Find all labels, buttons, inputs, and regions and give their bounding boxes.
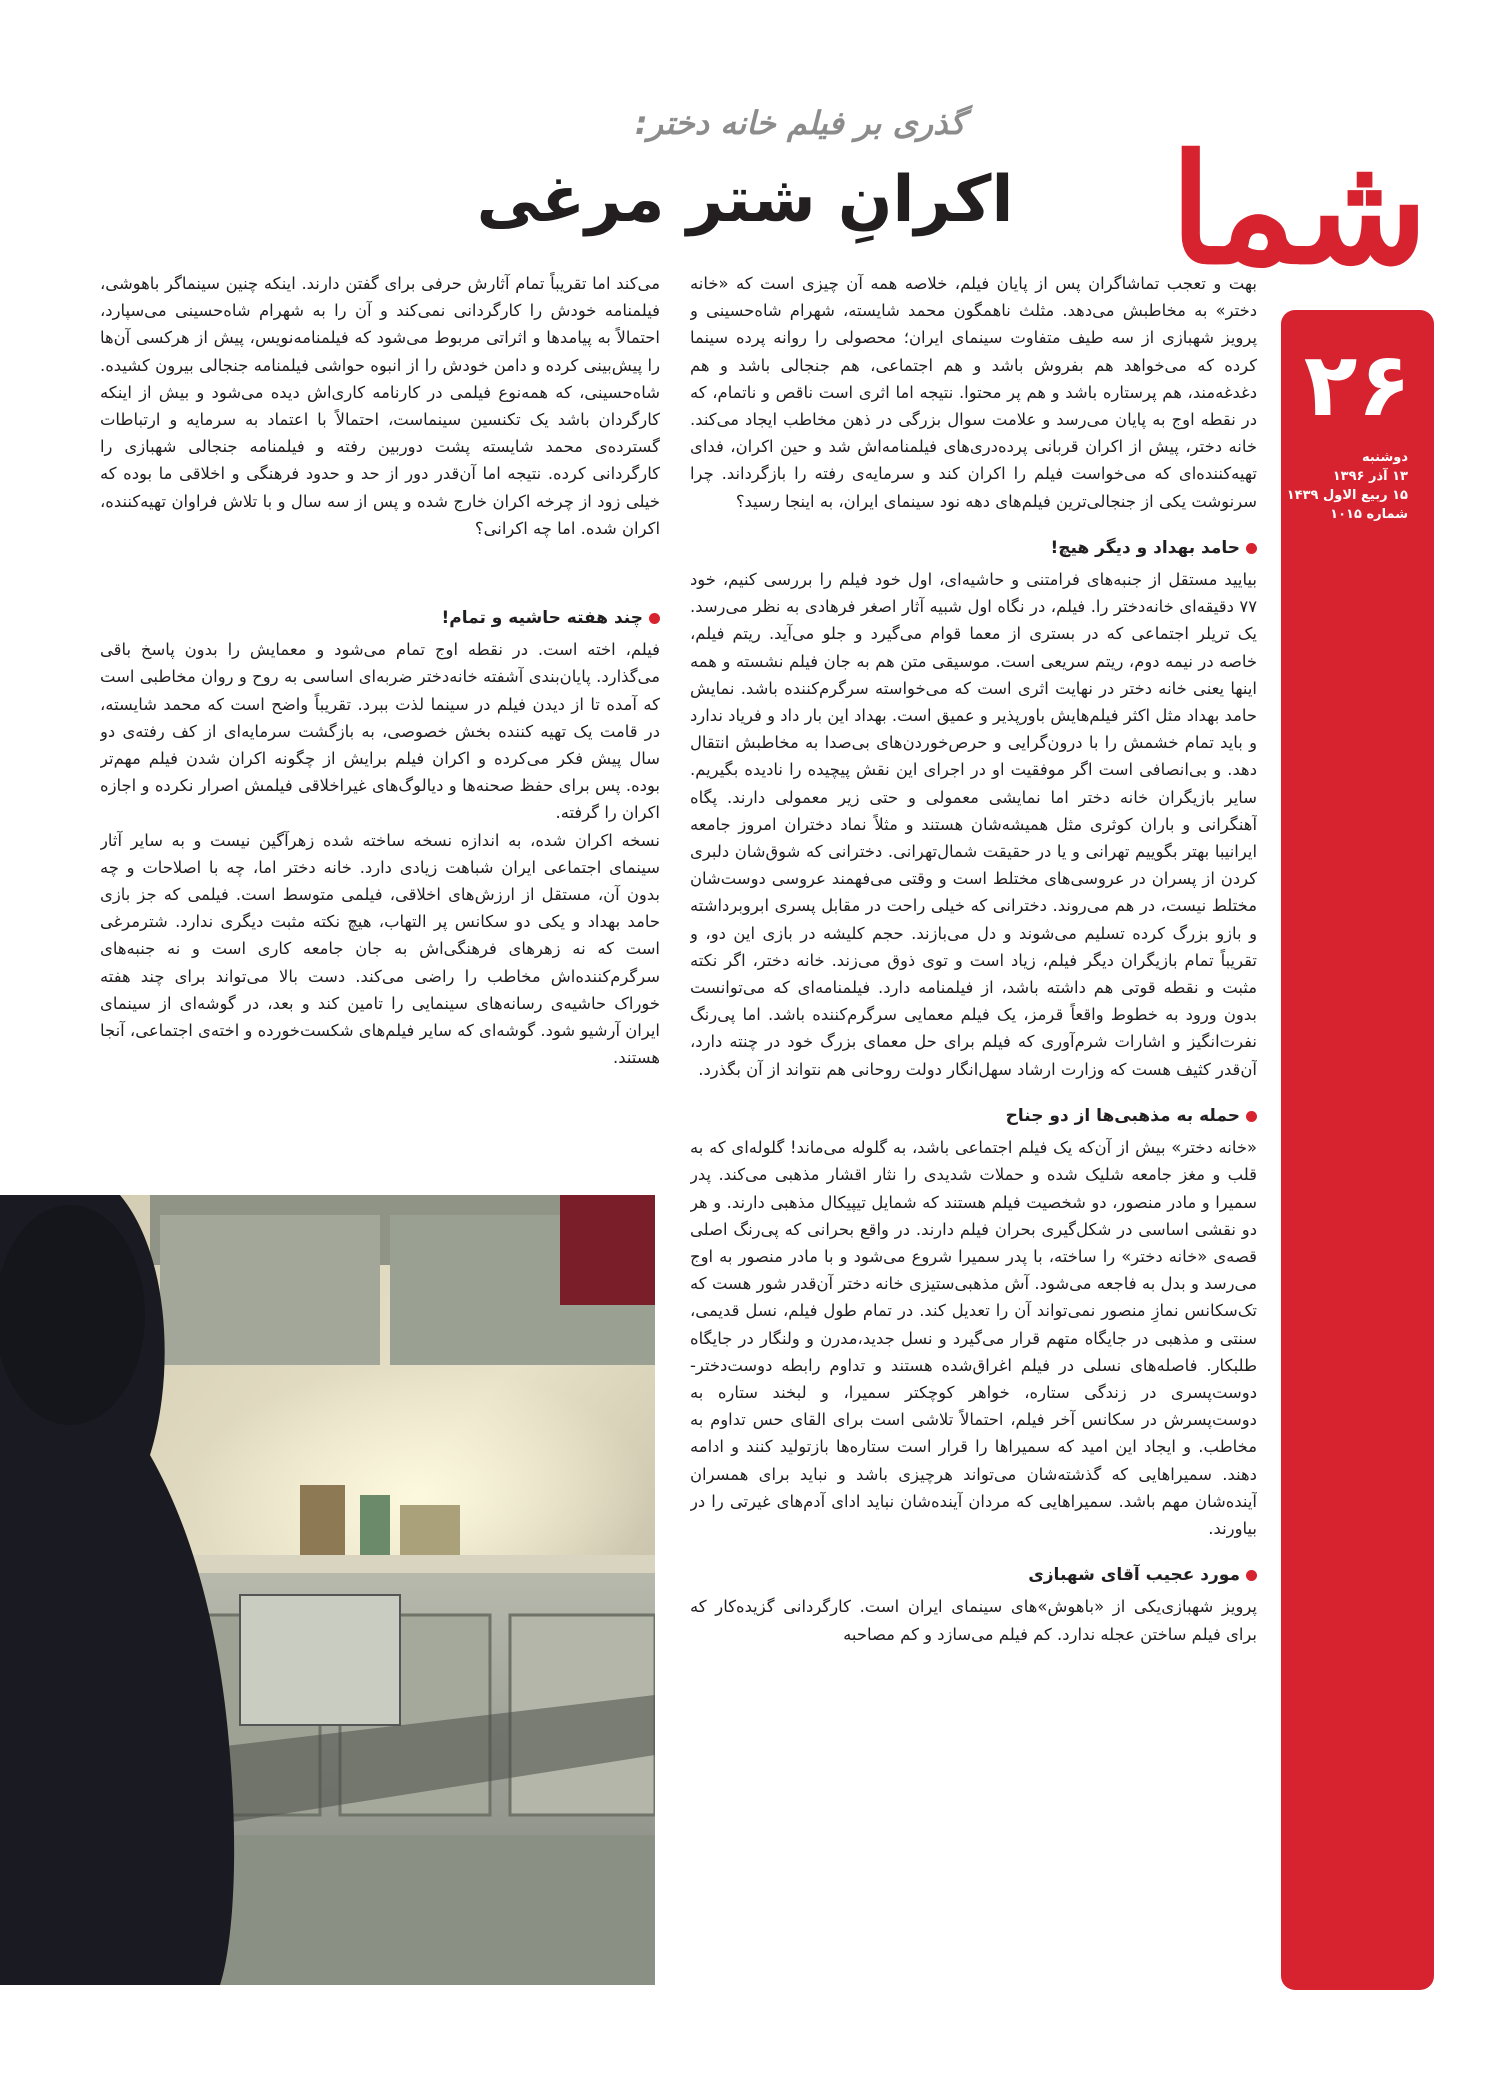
paragraph: پرویز شهبازی‌یکی از «باهوش»های سینمای ایران است. کارگردانی گزیده‌کار که برای فیلم ساختن عجله ندارد. کم فیلم می‌سازد و کم مصاحبه [690,1597,1257,1644]
bullet-icon [1246,1570,1257,1581]
paragraph: «خانه دختر» بیش از آن‌که یک فیلم اجتماعی باشد، به گلوله می‌ماند! گلوله‌ای که به قلب و مغز جامعه شلیک شده و حملات شدیدی را نثار اقشار مذهبی می‌کند. پدر سمیرا و مادر منصور، دو شخصیت فیلم هستند که شمایل تیپیکال مذهبی دارند. و هر دو نقشی اساسی در شکل‌گیری بحران فیلم دارند. در واقع بحرانی که پی‌رنگ اصلی قصه‌ی «خانه دختر» را ساخته، با پدر سمیرا شروع می‌شود و با مادر منصور به اوج می‌رسد و بدل به فاجعه می‌شود. آش مذهبی‌ستیزی خانه دختر آن‌قدر شور هست که تک‌سکانس نمازِ منصور نمی‌تواند آن را تعدیل کند. در تمام طول فیلم، نسل قدیمی، سنتی و مذهبی در جایگاه متهم قرار می‌گیرد و نسل جدید،مدرن و ولنگار در جایگاه طلبکار. فاصله‌های نسلی در فیلم اغراق‌شده هستند و تداوم رابطه دوست‌دختر-دوست‌پسری در زندگی ستاره، خواهر کوچکتر سمیرا، و لبخند ستاره به دوست‌پسرش در سکانس آخر فیلم، احتمالاً تلاشی است برای القای حس تداوم به مخاطب. و ایجاد این امید که سمیراها را قرار است ستاره‌ها بازتولید کنند و ادامه دهند. سمیراهایی که گذشته‌شان می‌تواند هرچیزی باشد و نباید برای همسران آینده‌شان مهم باشد. سمیراهایی که مردان آینده‌شان نباید ادای آدم‌های غیرتی را در بیاورند. [690,1138,1257,1538]
page-number: ۲۶ [1303,333,1412,436]
film-still-photo [0,1195,655,1985]
section-heading-text: چند هفته حاشیه و تمام! [441,608,643,628]
paragraph: نسخه اکران شده، به اندازه نسخه ساخته شده زهرآگین نیست و به سایر آثار سینمای اجتماعی ایران شباهت زیادی دارد. خانه دختر اما، چه با اصلاحات و چه بدون آن، مستقل از ارزش‌های اخلاقی، فیلمی متوسط است. فیلمی که جز بازی حامد بهداد و یکی دو سکانس پر التهاب، هیچ نکته مثبت دیگری ندارد. شترمرغی است که نه زهرهای فرهنگی‌اش به جان جامعه کاری است و نه جنبه‌های سرگرم‌کننده‌اش مخاطب را راضی می‌کند. دست بالا می‌تواند برای چند هفته خوراک حاشیه‌ی رسانه‌های سینمایی را تامین کند و بعد، در گوشه‌ای از سینمای ایران آرشیو شود. گوشه‌ای که سایر فیلم‌های شکست‌خورده و اخته‌ی اجتماعی، آنجا هستند. [100,830,660,1068]
lunar-date: ۱۵ ربیع الاول ۱۴۳۹ [1286,488,1408,503]
section-heading-shahbazi [690,1562,1257,1589]
side-strip [1281,310,1434,1990]
article-title: اکرانِ شتر مرغی [476,163,1014,237]
paragraph: بیایید مستقل از جنبه‌های فرامتنی و حاشیه‌ای، اول خود فیلم را بررسی کنیم، خود ۷۷ دقیقه‌ای خانه‌دختر را. فیلم، در نگاه اول شبیه آثار اصغر فرهادی به نظر می‌رسد. یک تریلر اجتماعی که در بستری از معما قوام می‌گیرد و جلو می‌آید. ریتم فیلم، خاصه در نیمه دوم، ریتم سریعی است. موسیقی متن هم به جان فیلم نشسته و همه اینها یعنی خانه دختر در نهایت اثری است که می‌خواسته سرگرم‌کننده باشد. نمایش حامد بهداد مثل اکثر فیلم‌هایش باورپذیر و عمیق است. بهداد این بار داد و فریاد ندارد و باید تمام خشمش را با درون‌گرایی و حرص‌خوردن‌های بی‌صدا به مخاطبش انتقال دهد. و بی‌انصافی است اگر موفقیت او در اجرای این نقش پیچیده را نادیده بگیریم. سایر بازیگران خانه دختر اما نمایشی معمولی و حتی زیر معمولی دارند. پگاه آهنگرانی و باران کوثری مثل همیشه‌شان هستند و مثلاً نماد دختران امروز جامعه ایرانیبا بهتر بگوییم تهرانی و یا در حقیقت شمال‌تهرانی. دخترانی که شوق‌شان دلبری کردن از پسران در عروسی‌های مختلط است و وقتی می‌فهمند عروسی دوست‌شان مختلط نیست، در هم می‌روند. دخترانی که خیلی راحت در مقابل پسری ابروبرداشته و بازو بزرگ کرده تسلیم می‌شوند و دل می‌بازند. حجم کلیشه در بازی این دو، و تقریباً تمام بازیگران دیگر فیلم، زیاد است و توی ذوق می‌زند. خانه دختر، اگر نکته مثبت و نقطه قوتی هم داشته باشد، از فیلمنامه دارد. فیلمنامه‌ای که می‌توانست بدون ورود به خطوط واقعاً قرمز، یک فیلم معمایی سرگرم‌کننده باشد. اما پی‌رنگ نفرت‌انگیز و اشارات شرم‌آوری که فیلم برای حل معمای بزرگ خود در چنته دارد، آن‌قدر کثیف هست که وزارت ارشاد سهل‌انگار دولت روحانی هم نتواند از آن بگذرد. [690,570,1257,1079]
magazine-logo: شما [1169,122,1428,298]
left-column-top [100,270,660,600]
bullet-icon [649,613,660,624]
bullet-icon [1246,543,1257,554]
bullet-icon [1246,1111,1257,1122]
section-heading-text: حمله به مذهبی‌ها از دو جناح [1005,1105,1240,1126]
section-heading-text: مورد عجیب آقای شهبازی [1028,1565,1240,1586]
section-heading-weeks [100,605,660,632]
date-block [1286,448,1408,524]
issue-number: شماره ۱۰۱۵ [1330,507,1408,522]
weekday: دوشنبه [1361,450,1408,465]
intro-paragraph: بهت و تعجب تماشاگران پس از پایان فیلم، خلاصه همه آن چیزی است که «خانه دختر» به مخاطبش می‌دهد. مثلث ناهمگون محمد شایسته، شهرام شاه‌حسینی و پرویز شهبازی از سه طیف متفاوت سینمای ایران؛ محصولی را روانه پرده سینما کرده که می‌خواهد هم بفروش باشد و هم اجتماعی، هم جنجالی باشد و هم دغدغه‌مند، هم پرستاره باشد و هم پر محتوا. نتیجه اما اثری است ناقص و ناتمام، که در نقطه اوج به پایان می‌رسد و علامت سوال بزرگی در ذهن مخاطب ایجاد می‌کند. خانه دختر، پیش از اکران قربانی پرده‌دری‌های فیلمنامه‌اش شد و حین اکران، فدای تهیه‌کننده‌ای که می‌خواست فیلم را اکران کند و سرمایه‌ی رفته را بازگرداند. چرا سرنوشت یکی از جنجالی‌ترین فیلم‌های دهه نود سینمای ایران، به اینجا رسید؟ [690,274,1257,511]
section-heading-religious [690,1103,1257,1130]
paragraph: می‌کند اما تقریباً تمام آثارش حرفی برای گفتن دارند. اینکه چنین سینماگر باهوشی، فیلمنامه خودش را کارگردانی نمی‌کند و آن را به شهرام شاه‌حسینی می‌سپارد، احتمالاً به پیامدها و اثراتی مربوط می‌شود که فیلمنامه‌نویس، پیش از هرکسی آن‌ها را پیش‌بینی کرده و دامن خودش را از انبوه حواشی فیلمنامه جنجالی بیرون کشیده. شاه‌حسینی، که همه‌نوع فیلمی در کارنامه کاری‌اش دیده می‌شود و بیش از اینکه کارگردان باشد یک تکنسین سینماست، احتمالاً با اعتماد به سرمایه و ارتباطات گسترده‌ی محمد شایسته پشت دوربین رفته و فیلمنامه جنجالی شهبازی را کارگردانی کرده. نتیجه اما آن‌قدر دور از حد و حدود فرهنگی و اخلاقی ما بوده که خیلی زود از چرخه اکران خارج شده و پس از سه سال و با تلاش فراوان تهیه‌کننده، اکران شده. اما چه اکرانی؟ [100,274,660,538]
right-column [690,270,1257,1980]
solar-date: ۱۳ آذر ۱۳۹۶ [1332,469,1408,484]
paragraph: فیلم، اخته است. در نقطه اوج تمام می‌شود و معمایش را بدون پاسخ باقی می‌گذارد. پایان‌بندی آشفته خانه‌دختر ضربه‌ای اساسی به روح و روان مخاطبی است که آمده تا از دیدن فیلم در سینما لذت ببرد. تقریباً واضح است که محمد شایسته، در قامت یک تهیه کننده بخش خصوصی، به بازگشت سرمایه‌ای از کف رفته‌ی دو سال پیش فکر می‌کرده و اکران فیلم برایش از چگونه اکران شدن فیلم مهم‌تر بوده. پس برای حفظ صحنه‌ها و دیالوگ‌های غیراخلاقی فیلمش اصرار نکرده و اجازه اکران را گرفته. [100,640,660,823]
article-subtitle: گذری بر فیلم خانه دختر: [634,104,966,142]
section-heading-bahdad [690,535,1257,562]
section-heading-text: حامد بهداد و دیگر هیچ! [1050,537,1240,558]
left-column-bottom [100,605,660,1145]
